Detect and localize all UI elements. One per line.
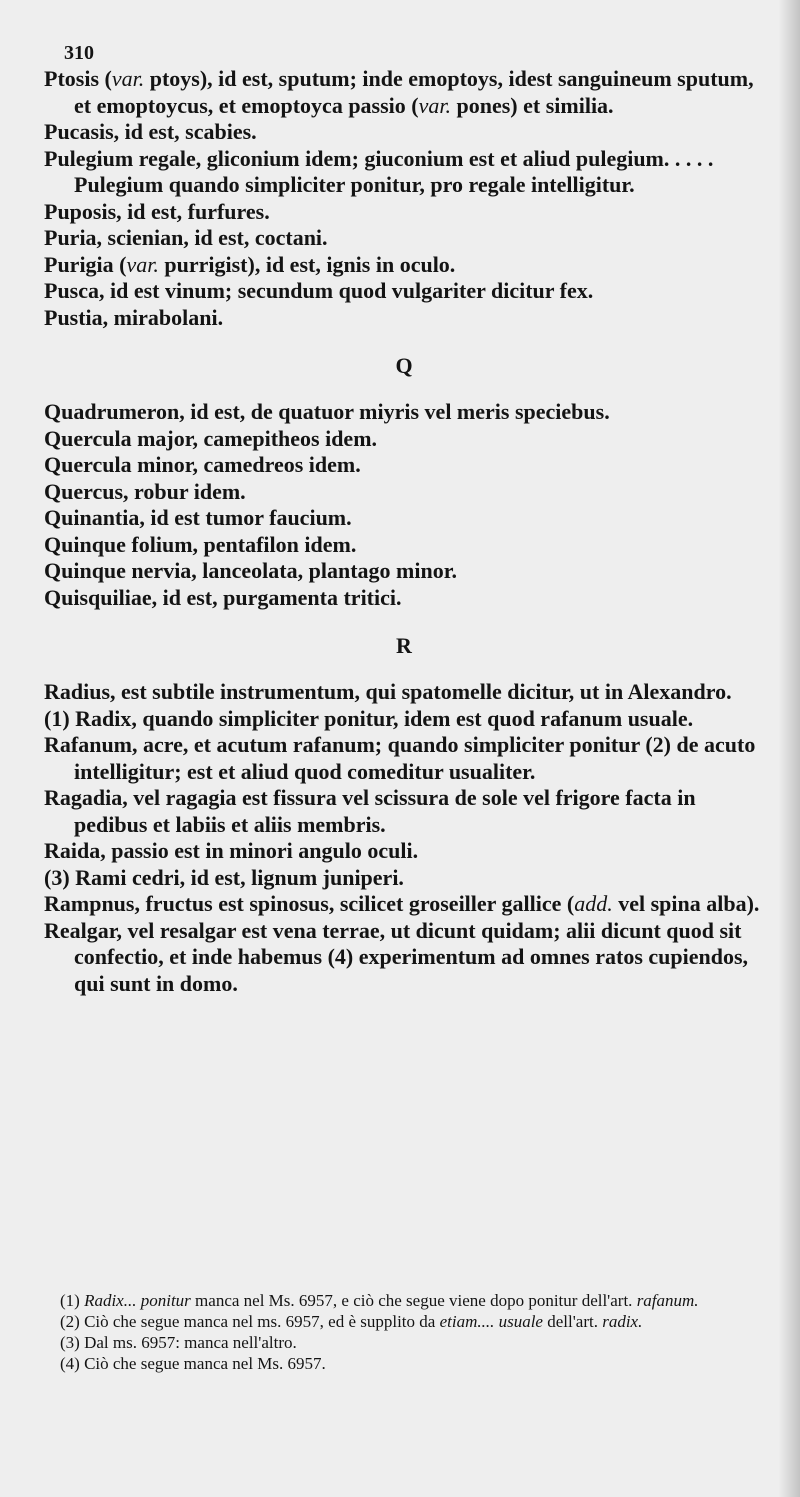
glossary-entry-pusca bbox=[44, 278, 764, 305]
page-edge-shadow bbox=[778, 0, 800, 1497]
text-fragment: Raida, passio est in minori angulo oculi. bbox=[44, 838, 419, 863]
glossary-entry-ptosis bbox=[44, 66, 764, 119]
text-fragment: Rafanum, acre, et acutum rafanum; quando simpliciter ponitur (2) de acuto intelligitur; est et aliud quod comeditur usualiter. bbox=[44, 732, 756, 784]
text-fragment: purrigist), id est, ignis in oculo. bbox=[158, 251, 456, 277]
italic-fragment: rafanum. bbox=[636, 1291, 699, 1310]
section-q bbox=[44, 399, 764, 611]
text-fragment: Pustia, mirabolani. bbox=[44, 304, 224, 330]
section-r bbox=[44, 679, 764, 997]
footnotes bbox=[60, 1290, 762, 1374]
text-fragment: Pusca, id est vinum; secundum quod vulgariter dicitur fex. bbox=[44, 278, 594, 303]
glossary-entry-ragadia bbox=[44, 785, 764, 838]
glossary-entry-puria bbox=[44, 225, 764, 252]
text-fragment: Rampnus, fructus est spinosus, scilicet groseiller gallice ( bbox=[44, 891, 575, 916]
glossary-entry-raida bbox=[44, 838, 764, 865]
text-fragment: (1) Radix, quando simpliciter ponitur, idem est quod rafanum usuale. bbox=[44, 705, 694, 731]
text-fragment: Pucasis, id est, scabies. bbox=[44, 119, 257, 144]
glossary-entry-purigia bbox=[44, 252, 764, 279]
italic-fragment: radix. bbox=[602, 1312, 643, 1331]
glossary-entry: Quinantia, id est tumor faucium. bbox=[44, 505, 352, 530]
glossary-entry-fn3 bbox=[60, 1332, 762, 1353]
italic-fragment: Radix... ponitur bbox=[84, 1291, 191, 1310]
text-fragment: vel spina alba). bbox=[612, 891, 760, 916]
glossary-entry-pucasis bbox=[44, 119, 764, 146]
glossary-entry: Quercula major, camepitheos idem. bbox=[44, 425, 378, 451]
letter-heading-r: R bbox=[396, 633, 412, 658]
text-fragment: Puposis, id est, furfures. bbox=[44, 198, 270, 224]
glossary-entry: Quadrumeron, id est, de quatuor miyris vel meris speciebus. bbox=[44, 399, 610, 424]
glossary-entry-rafanum bbox=[44, 732, 764, 785]
glossary-entry: Quinque folium, pentafilon idem. bbox=[44, 531, 357, 557]
text-fragment: Pulegium regale, gliconium idem; giuconium est et aliud pulegium. . . . . Pulegium quando simpliciter ponitur, pro regale intelligitur. bbox=[44, 145, 714, 197]
page-number: 310 bbox=[64, 42, 94, 64]
text-fragment: (4) Ciò che segue manca nel Ms. 6957. bbox=[60, 1354, 326, 1373]
glossary-entry: Quisquiliae, id est, purgamenta tritici. bbox=[44, 584, 402, 610]
text-fragment: ptoys), id est, sputum; inde emoptoys, idest sanguineum sputum, et emoptoycus, et emoptoyca passio ( bbox=[74, 66, 754, 118]
glossary-entry-pulegium bbox=[44, 146, 764, 199]
italic-fragment: add. bbox=[574, 891, 613, 916]
text-fragment: manca nel Ms. 6957, e ciò che segue viene dopo ponitur dell'art. bbox=[190, 1291, 637, 1310]
glossary-entry-fn1 bbox=[60, 1290, 762, 1311]
glossary-entry-fn4 bbox=[60, 1353, 762, 1374]
letter-heading-q: Q bbox=[395, 353, 413, 378]
glossary-entry: Quinque nervia, lanceolata, plantago minor. bbox=[44, 558, 457, 583]
glossary-entry-pustia bbox=[44, 305, 764, 332]
text-fragment: (2) Ciò che segue manca nel ms. 6957, ed è supplito da bbox=[60, 1312, 440, 1331]
italic-fragment: var. bbox=[418, 92, 451, 118]
glossary-entry-rami bbox=[44, 865, 764, 892]
glossary-entry-puposis bbox=[44, 199, 764, 226]
glossary-entry-rampnus bbox=[44, 891, 764, 918]
glossary-entry: Quercus, robur idem. bbox=[44, 478, 246, 504]
section-p bbox=[44, 66, 764, 331]
text-fragment: (1) bbox=[60, 1291, 85, 1310]
text-fragment: Radius, est subtile instrumentum, qui spatomelle dicitur, ut in Alexandro. bbox=[44, 679, 732, 704]
glossary-entry-radix bbox=[44, 706, 764, 733]
text-fragment: (3) Dal ms. 6957: manca nell'altro. bbox=[60, 1333, 297, 1352]
text-fragment: Purigia ( bbox=[44, 251, 127, 277]
text-fragment: (3) Rami cedri, id est, lignum juniperi. bbox=[44, 864, 404, 890]
text-fragment: Puria, scienian, id est, coctani. bbox=[44, 225, 328, 250]
text-fragment: Realgar, vel resalgar est vena terrae, ut dicunt quidam; alii dicunt quod sit confectio, et inde habemus (4) experimentum ad omnes ratos cupiendos, qui sunt in domo. bbox=[44, 917, 749, 996]
text-fragment: Ptosis ( bbox=[44, 66, 112, 91]
text-fragment: Ragadia, vel ragagia est fissura vel scissura de sole vel frigore facta in pedibus et labiis et aliis membris. bbox=[44, 785, 696, 837]
glossary-body bbox=[44, 66, 764, 997]
italic-fragment: etiam.... usuale bbox=[439, 1312, 543, 1331]
glossary-entry-radius bbox=[44, 679, 764, 706]
glossary-entry: Quercula minor, camedreos idem. bbox=[44, 452, 361, 477]
italic-fragment: var. bbox=[111, 66, 145, 91]
glossary-entry-fn2 bbox=[60, 1311, 762, 1332]
glossary-entry-realgar bbox=[44, 918, 764, 998]
text-fragment: pones) et similia. bbox=[451, 92, 614, 118]
italic-fragment: var. bbox=[126, 251, 159, 277]
text-fragment: dell'art. bbox=[542, 1312, 603, 1331]
